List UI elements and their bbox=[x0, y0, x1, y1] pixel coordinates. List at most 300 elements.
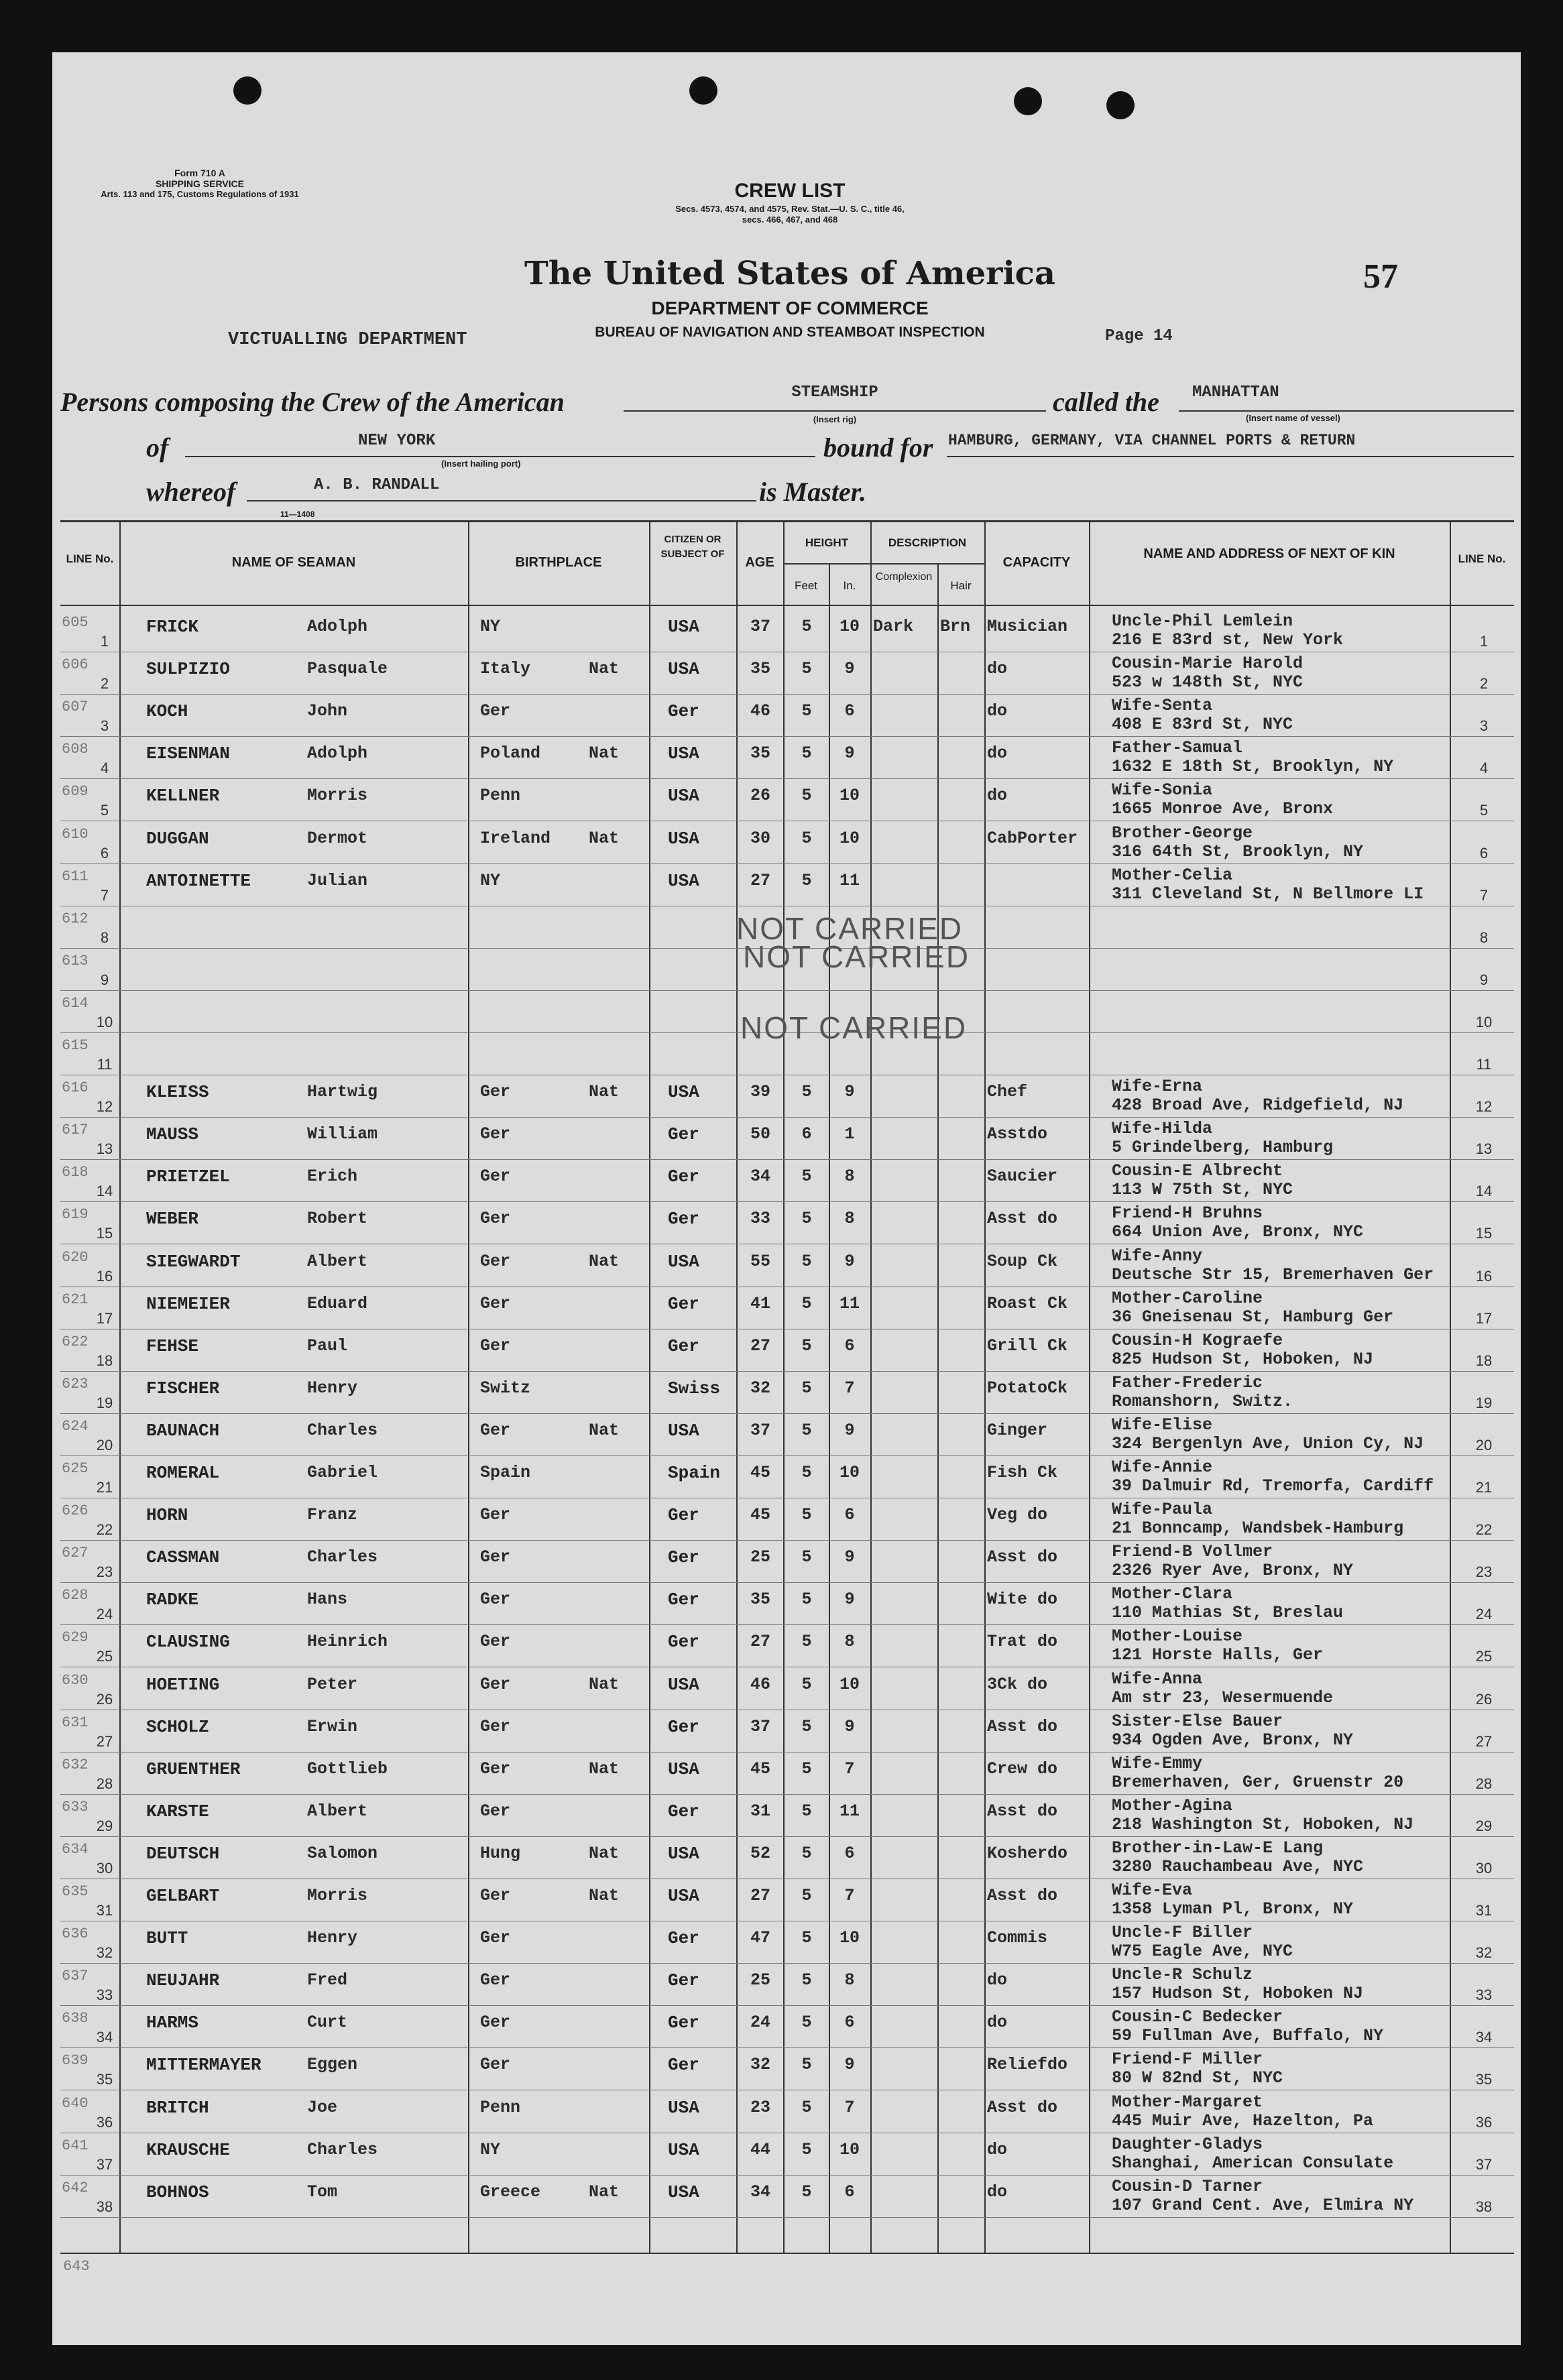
line-number-right: 15 bbox=[1475, 1225, 1493, 1242]
citizen-of: USA bbox=[668, 1843, 699, 1864]
header-description: DESCRIPTION bbox=[888, 536, 967, 549]
kin-name: Cousin-D Tarner bbox=[1112, 2176, 1263, 2196]
age: 27 bbox=[750, 1335, 770, 1356]
height-feet: 5 bbox=[801, 743, 812, 764]
naturalized-mark: Nat bbox=[589, 659, 620, 679]
line-number: 29 bbox=[96, 1817, 113, 1834]
height-feet: 5 bbox=[801, 786, 812, 806]
citizen-of: Ger bbox=[668, 1716, 699, 1737]
seaman-surname: FISCHER bbox=[146, 1378, 220, 1399]
age: 37 bbox=[750, 617, 770, 636]
birthplace: Ger bbox=[480, 1167, 511, 1187]
seaman-given-name: Franz bbox=[307, 1505, 358, 1525]
naturalized-mark: Nat bbox=[589, 743, 620, 764]
capacity: Musician bbox=[987, 617, 1068, 636]
seaman-given-name: Eduard bbox=[307, 1293, 368, 1313]
kin-address: W75 Eagle Ave, NYC bbox=[1112, 1942, 1293, 1962]
citizen-of: Ger bbox=[668, 1928, 699, 1949]
kin-name: Wife-Senta bbox=[1112, 696, 1213, 716]
kin-name: Father-Frederic bbox=[1112, 1372, 1263, 1392]
height-feet: 5 bbox=[801, 1420, 812, 1440]
header-hair: Hair bbox=[950, 579, 972, 592]
form-arts: Arts. 113 and 175, Customs Regulations of 1931 bbox=[101, 189, 299, 199]
citizen-of: USA bbox=[668, 1251, 699, 1272]
capacity: Asst do bbox=[987, 2097, 1058, 2117]
birthplace: Ger bbox=[480, 1716, 511, 1736]
kin-name: Mother-Clara bbox=[1112, 1584, 1233, 1604]
capacity: Reliefdo bbox=[987, 2055, 1068, 2075]
age: 34 bbox=[750, 2182, 770, 2202]
line-number: 15 bbox=[96, 1225, 113, 1242]
seaman-surname: NEUJAHR bbox=[146, 1970, 220, 1991]
age: 50 bbox=[750, 1124, 770, 1144]
height-feet: 5 bbox=[801, 617, 812, 636]
naturalized-mark: Nat bbox=[589, 1082, 620, 1102]
citizen-of: USA bbox=[668, 1759, 699, 1779]
persons-text: Persons composing the Crew of the American bbox=[60, 387, 565, 417]
birthplace: Ger bbox=[480, 1590, 511, 1610]
line-number: 32 bbox=[96, 1944, 113, 1962]
line-number-right: 9 bbox=[1479, 971, 1489, 988]
kin-name: Uncle-F Biller bbox=[1112, 1923, 1253, 1943]
line-number-right: 29 bbox=[1475, 1817, 1493, 1834]
seaman-given-name: Charles bbox=[307, 2139, 378, 2159]
height-inches: 11 bbox=[839, 1293, 860, 1313]
kin-name: Mother-Agina bbox=[1112, 1795, 1233, 1816]
kin-name: Cousin-E Albrecht bbox=[1112, 1161, 1283, 1181]
height-inches: 9 bbox=[844, 1082, 855, 1102]
kin-name: Mother-Caroline bbox=[1112, 1288, 1263, 1308]
united-states-heading: The United States of America bbox=[524, 255, 1056, 292]
age: 27 bbox=[750, 1632, 770, 1652]
line-number-right: 33 bbox=[1475, 1986, 1493, 2004]
citizen-of: Spain bbox=[668, 1463, 721, 1483]
kin-name: Brother-in-Law-E Lang bbox=[1112, 1838, 1324, 1858]
citizen-of: Ger bbox=[668, 1124, 699, 1145]
kin-address: 39 Dalmuir Rd, Tremorfa, Cardiff bbox=[1112, 1476, 1434, 1496]
kin-address: 157 Hudson St, Hoboken NJ bbox=[1112, 1984, 1364, 2004]
port-hint: (Insert hailing port) bbox=[441, 459, 521, 469]
kin-address: Shanghai, American Consulate bbox=[1112, 2153, 1394, 2173]
age: 24 bbox=[750, 2013, 770, 2033]
capacity: Saucier bbox=[987, 1167, 1058, 1187]
line-number-right: 38 bbox=[1475, 2198, 1493, 2215]
sheet-number: 57 bbox=[1363, 257, 1398, 296]
line-number: 1 bbox=[100, 633, 109, 650]
birthplace: Ger bbox=[480, 1082, 511, 1102]
stamped-number: 610 bbox=[62, 825, 89, 843]
kin-address: 107 Grand Cent. Ave, Elmira NY bbox=[1112, 2195, 1414, 2215]
naturalized-mark: Nat bbox=[589, 1420, 620, 1440]
line-number-right: 27 bbox=[1475, 1732, 1493, 1750]
is-master-text: is Master. bbox=[759, 477, 867, 507]
seaman-surname: HARMS bbox=[146, 2013, 199, 2033]
birthplace: Spain bbox=[480, 1463, 531, 1482]
seaman-surname: CLAUSING bbox=[146, 1632, 230, 1653]
table-row bbox=[52, 1202, 1521, 1244]
seaman-surname: ANTOINETTE bbox=[146, 870, 251, 891]
age: 27 bbox=[750, 870, 770, 890]
height-feet: 5 bbox=[801, 1378, 812, 1398]
line-number-right: 14 bbox=[1475, 1183, 1493, 1200]
line-number: 22 bbox=[96, 1521, 113, 1539]
age: 45 bbox=[750, 1759, 770, 1779]
header-feet: Feet bbox=[794, 579, 818, 592]
stamped-number: 612 bbox=[62, 910, 89, 927]
kin-address: 3280 Rauchambeau Ave, NYC bbox=[1112, 1856, 1364, 1877]
height-inches: 7 bbox=[844, 1886, 855, 1905]
line-number: 28 bbox=[96, 1775, 113, 1792]
stamped-number: 638 bbox=[62, 2010, 89, 2027]
line-number: 23 bbox=[96, 1563, 113, 1581]
naturalized-mark: Nat bbox=[589, 1886, 620, 1905]
capacity: Ginger bbox=[987, 1420, 1048, 1440]
age: 55 bbox=[750, 1251, 770, 1271]
kin-address: Bremerhaven, Ger, Gruenstr 20 bbox=[1112, 1772, 1404, 1792]
not-carried-stamp: NOT CARRIED bbox=[743, 939, 970, 974]
age: 44 bbox=[750, 2139, 770, 2159]
age: 32 bbox=[750, 2055, 770, 2075]
citizen-of: Ger bbox=[668, 1801, 699, 1822]
stamped-number: 624 bbox=[62, 1417, 89, 1435]
seaman-surname: PRIETZEL bbox=[146, 1167, 230, 1187]
citizen-of: Ger bbox=[668, 2055, 699, 2076]
stamped-number: 621 bbox=[62, 1291, 89, 1308]
citizen-of: Swiss bbox=[668, 1378, 721, 1399]
age: 30 bbox=[750, 828, 770, 848]
line-number-right: 11 bbox=[1476, 1056, 1492, 1073]
seaman-surname: BAUNACH bbox=[146, 1420, 220, 1441]
header-line-no: LINE No. bbox=[66, 552, 114, 565]
table-row bbox=[52, 779, 1521, 821]
seaman-surname: KARSTE bbox=[146, 1801, 209, 1822]
table-row bbox=[52, 652, 1521, 695]
crew-list-title: CREW LIST bbox=[734, 180, 846, 202]
stamped-number: 607 bbox=[62, 699, 89, 716]
seaman-surname: MAUSS bbox=[146, 1124, 199, 1145]
seaman-surname: SULPIZIO bbox=[146, 659, 230, 680]
height-inches: 8 bbox=[844, 1970, 855, 1990]
height-inches: 8 bbox=[844, 1167, 855, 1187]
line-number-right: 6 bbox=[1479, 844, 1489, 861]
height-feet: 5 bbox=[801, 2013, 812, 2033]
kin-address: 408 E 83rd St, NYC bbox=[1112, 715, 1293, 735]
kin-address: 316 64th St, Brooklyn, NY bbox=[1112, 841, 1364, 861]
header-birthplace: BIRTHPLACE bbox=[515, 555, 602, 570]
seaman-surname: RADKE bbox=[146, 1590, 199, 1610]
bureau-line: BUREAU OF NAVIGATION AND STEAMBOAT INSPECTION bbox=[595, 324, 985, 340]
age: 35 bbox=[750, 1590, 770, 1610]
line-number-right: 7 bbox=[1479, 886, 1489, 904]
line-number: 19 bbox=[96, 1394, 113, 1411]
height-inches: 9 bbox=[844, 1590, 855, 1610]
birthplace: Switz bbox=[480, 1378, 531, 1398]
height-feet: 5 bbox=[801, 1632, 812, 1652]
age: 52 bbox=[750, 1843, 770, 1863]
height-feet: 5 bbox=[801, 2182, 812, 2202]
table-row bbox=[52, 1541, 1521, 1583]
capacity: do bbox=[987, 743, 1008, 764]
kin-name: Wife-Eva bbox=[1112, 1881, 1193, 1900]
kin-address: 445 Muir Ave, Hazelton, Pa bbox=[1112, 2110, 1374, 2131]
birthplace: Hung bbox=[480, 1843, 521, 1863]
line-number-right: 18 bbox=[1475, 1352, 1493, 1369]
punch-hole bbox=[233, 76, 262, 105]
seaman-surname: FRICK bbox=[146, 617, 199, 637]
seaman-given-name: Morris bbox=[307, 1886, 368, 1905]
master-name: A. B. RANDALL bbox=[314, 476, 440, 494]
naturalized-mark: Nat bbox=[589, 1843, 620, 1863]
stamped-number: 632 bbox=[62, 1756, 89, 1773]
citizen-of: USA bbox=[668, 828, 699, 849]
header-age: AGE bbox=[745, 555, 774, 570]
seaman-surname: KLEISS bbox=[146, 1082, 209, 1103]
line-number-right: 30 bbox=[1475, 1859, 1493, 1877]
height-feet: 5 bbox=[801, 2097, 812, 2117]
table-row bbox=[52, 1287, 1521, 1329]
age: 25 bbox=[750, 1970, 770, 1990]
stamped-number: 613 bbox=[62, 952, 89, 969]
height-inches: 9 bbox=[844, 2055, 855, 2075]
stamped-number: 608 bbox=[62, 741, 89, 758]
citizen-of: USA bbox=[668, 870, 699, 891]
seaman-given-name: Henry bbox=[307, 1928, 358, 1948]
line-number: 34 bbox=[96, 2029, 113, 2046]
seaman-given-name: Albert bbox=[307, 1251, 368, 1271]
height-inches: 1 bbox=[844, 1124, 855, 1144]
stamped-number: 609 bbox=[62, 783, 89, 800]
line-number: 35 bbox=[96, 2071, 113, 2088]
kin-address: Am str 23, Wesermuende bbox=[1112, 1687, 1334, 1708]
kin-address: 1358 Lyman Pl, Bronx, NY bbox=[1112, 1899, 1354, 1919]
table-row bbox=[52, 1456, 1521, 1498]
age: 39 bbox=[750, 1082, 770, 1102]
kin-name: Wife-Erna bbox=[1112, 1077, 1203, 1097]
kin-name: Wife-Anny bbox=[1112, 1246, 1203, 1266]
line-number-right: 13 bbox=[1475, 1140, 1493, 1158]
citizen-of: USA bbox=[668, 1674, 699, 1695]
table-row bbox=[52, 1964, 1521, 2006]
line-number-right: 35 bbox=[1475, 2071, 1493, 2088]
line-number: 30 bbox=[96, 1859, 113, 1877]
kin-address: 664 Union Ave, Bronx, NYC bbox=[1112, 1222, 1364, 1242]
birthplace: Ger bbox=[480, 1547, 511, 1567]
birthplace: Ger bbox=[480, 1759, 511, 1779]
line-number-right: 23 bbox=[1475, 1563, 1493, 1581]
table-row bbox=[52, 2133, 1521, 2176]
punch-hole bbox=[1014, 87, 1042, 115]
kin-address: 2326 Ryer Ave, Bronx, NY bbox=[1112, 1561, 1354, 1581]
height-inches: 7 bbox=[844, 1759, 855, 1779]
stamped-number: 615 bbox=[62, 1037, 89, 1054]
kin-address: 80 W 82nd St, NYC bbox=[1112, 2068, 1283, 2088]
seaman-given-name: Charles bbox=[307, 1420, 378, 1440]
height-inches: 7 bbox=[844, 2097, 855, 2117]
kin-address: 36 Gneisenau St, Hamburg Ger bbox=[1112, 1307, 1394, 1327]
height-feet: 5 bbox=[801, 1928, 812, 1948]
destination: HAMBURG, GERMANY, VIA CHANNEL PORTS & RETURN bbox=[948, 432, 1356, 449]
kin-address: 59 Fullman Ave, Buffalo, NY bbox=[1112, 2026, 1384, 2046]
height-inches: 8 bbox=[844, 1632, 855, 1652]
line-number: 25 bbox=[96, 1648, 113, 1665]
kin-address: Deutsche Str 15, Bremerhaven Ger bbox=[1112, 1264, 1434, 1285]
stamped-number: 618 bbox=[62, 1164, 89, 1181]
height-feet: 5 bbox=[801, 1335, 812, 1356]
kin-name: Wife-Elise bbox=[1112, 1415, 1213, 1435]
line-number: 14 bbox=[96, 1183, 113, 1200]
height-feet: 5 bbox=[801, 1209, 812, 1229]
seaman-given-name: Albert bbox=[307, 1801, 368, 1821]
table-row bbox=[52, 1329, 1521, 1372]
punch-hole bbox=[1106, 91, 1135, 119]
kin-name: Sister-Else Bauer bbox=[1112, 1711, 1283, 1731]
seaman-given-name: Henry bbox=[307, 1378, 358, 1398]
kin-name: Friend-B Vollmer bbox=[1112, 1542, 1273, 1562]
seaman-given-name: Julian bbox=[307, 870, 368, 890]
line-number-right: 4 bbox=[1479, 760, 1489, 777]
birthplace: Ger bbox=[480, 1293, 511, 1313]
seaman-surname: NIEMEIER bbox=[146, 1293, 230, 1314]
capacity: do bbox=[987, 659, 1008, 679]
of-text: of bbox=[146, 432, 169, 463]
line-number: 21 bbox=[96, 1479, 113, 1496]
birthplace: Ger bbox=[480, 1124, 511, 1144]
height-inches: 10 bbox=[839, 1463, 860, 1482]
table-row bbox=[52, 1879, 1521, 1921]
capacity: Roast Ck bbox=[987, 1293, 1068, 1313]
seaman-given-name: Pasquale bbox=[307, 659, 388, 679]
table-row bbox=[52, 1795, 1521, 1837]
seaman-given-name: Heinrich bbox=[307, 1632, 388, 1652]
seaman-surname: DEUTSCH bbox=[146, 1843, 220, 1864]
birthplace: Ger bbox=[480, 701, 511, 721]
rig-hint: (Insert rig) bbox=[813, 414, 857, 424]
seaman-surname: HORN bbox=[146, 1505, 188, 1526]
seaman-surname: BOHNOS bbox=[146, 2182, 209, 2202]
citizen-of: USA bbox=[668, 786, 699, 807]
age: 31 bbox=[750, 1801, 770, 1821]
seaman-given-name: Gottlieb bbox=[307, 1759, 388, 1779]
citizen-of: USA bbox=[668, 1420, 699, 1441]
header-line-no-right: LINE No. bbox=[1458, 552, 1506, 565]
height-feet: 5 bbox=[801, 1970, 812, 1990]
kin-name: Wife-Emmy bbox=[1112, 1753, 1203, 1773]
kin-address: 113 W 75th St, NYC bbox=[1112, 1180, 1293, 1200]
height-feet: 5 bbox=[801, 1547, 812, 1567]
kin-name: Wife-Paula bbox=[1112, 1500, 1213, 1520]
kin-name: Brother-George bbox=[1112, 823, 1253, 843]
line-number-right: 16 bbox=[1475, 1267, 1493, 1285]
kin-address: 934 Ogden Ave, Bronx, NY bbox=[1112, 1730, 1354, 1750]
line-number: 36 bbox=[96, 2113, 113, 2131]
citizen-of: USA bbox=[668, 2097, 699, 2118]
capacity: 3Ck do bbox=[987, 1674, 1048, 1694]
seaman-given-name: Dermot bbox=[307, 828, 368, 848]
stamped-number: 627 bbox=[62, 1545, 89, 1562]
table-row bbox=[52, 1837, 1521, 1879]
birthplace: Ger bbox=[480, 1886, 511, 1905]
crew-list-secs-2: secs. 466, 467, and 468 bbox=[742, 215, 838, 225]
citizen-of: Ger bbox=[668, 1590, 699, 1610]
stamped-number: 640 bbox=[62, 2094, 89, 2112]
citizen-of: Ger bbox=[668, 701, 699, 722]
vessel-hint: (Insert name of vessel) bbox=[1246, 413, 1340, 423]
stamped-number: 633 bbox=[62, 1798, 89, 1816]
stamped-number: 636 bbox=[62, 1925, 89, 1943]
kin-address: Romanshorn, Switz. bbox=[1112, 1391, 1293, 1411]
capacity: Grill Ck bbox=[987, 1335, 1068, 1356]
seaman-given-name: William bbox=[307, 1124, 378, 1144]
seaman-surname: SCHOLZ bbox=[146, 1716, 209, 1737]
capacity: CabPorter bbox=[987, 828, 1078, 848]
not-carried-stamp: NOT CARRIED bbox=[740, 1010, 968, 1045]
line-number: 16 bbox=[96, 1267, 113, 1285]
capacity: do bbox=[987, 2013, 1008, 2033]
citizen-of: USA bbox=[668, 2139, 699, 2160]
kin-address: 428 Broad Ave, Ridgefield, NJ bbox=[1112, 1095, 1404, 1116]
whereof-text: whereof bbox=[146, 477, 236, 507]
kin-name: Mother-Margaret bbox=[1112, 2092, 1263, 2112]
kin-address: 218 Washington St, Hoboken, NJ bbox=[1112, 1814, 1414, 1834]
table-row bbox=[52, 1372, 1521, 1414]
height-inches: 11 bbox=[839, 870, 860, 890]
age: 47 bbox=[750, 1928, 770, 1948]
capacity: Soup Ck bbox=[987, 1251, 1058, 1271]
line-number-right: 34 bbox=[1475, 2029, 1493, 2046]
line-number: 9 bbox=[100, 971, 109, 988]
birthplace: Ger bbox=[480, 1674, 511, 1694]
header-capacity: CAPACITY bbox=[1002, 555, 1071, 570]
height-inches: 9 bbox=[844, 1716, 855, 1736]
birthplace: NY bbox=[480, 617, 501, 636]
birthplace: Penn bbox=[480, 786, 521, 806]
line-number: 24 bbox=[96, 1606, 113, 1623]
line-number: 11 bbox=[97, 1056, 113, 1073]
kin-address: 523 w 148th St, NYC bbox=[1112, 672, 1304, 693]
stamped-number: 614 bbox=[62, 994, 89, 1012]
kin-address: 21 Bonncamp, Wandsbek-Hamburg bbox=[1112, 1519, 1404, 1539]
age: 23 bbox=[750, 2097, 770, 2117]
kin-address: 324 Bergenlyn Ave, Union Cy, NJ bbox=[1112, 1433, 1424, 1453]
table-row bbox=[52, 1075, 1521, 1118]
line-number-right: 5 bbox=[1479, 802, 1489, 819]
citizen-of: Ger bbox=[668, 1209, 699, 1230]
table-row bbox=[52, 1118, 1521, 1160]
table-row bbox=[52, 1921, 1521, 1964]
birthplace: Greece bbox=[480, 2182, 541, 2202]
height-feet: 5 bbox=[801, 659, 812, 679]
birthplace: Ger bbox=[480, 1420, 511, 1440]
birthplace: NY bbox=[480, 2139, 501, 2159]
height-inches: 10 bbox=[839, 1928, 860, 1948]
line-number-right: 37 bbox=[1475, 2155, 1493, 2173]
citizen-of: Ger bbox=[668, 2013, 699, 2033]
height-feet: 5 bbox=[801, 2055, 812, 2075]
age: 34 bbox=[750, 1167, 770, 1187]
seaman-given-name: John bbox=[307, 701, 348, 721]
seaman-surname: ROMERAL bbox=[146, 1463, 220, 1483]
birthplace: Ger bbox=[480, 2013, 511, 2033]
seaman-given-name: Morris bbox=[307, 786, 368, 806]
table-row bbox=[52, 1498, 1521, 1541]
capacity: do bbox=[987, 786, 1008, 806]
citizen-of: USA bbox=[668, 2182, 699, 2202]
seaman-surname: EISENMAN bbox=[146, 743, 230, 764]
header-complexion: Complexion bbox=[875, 571, 933, 583]
line-number-right: 3 bbox=[1479, 717, 1489, 735]
kin-name: Father-Samual bbox=[1112, 738, 1243, 758]
kin-address: 311 Cleveland St, N Bellmore LI bbox=[1112, 884, 1424, 904]
